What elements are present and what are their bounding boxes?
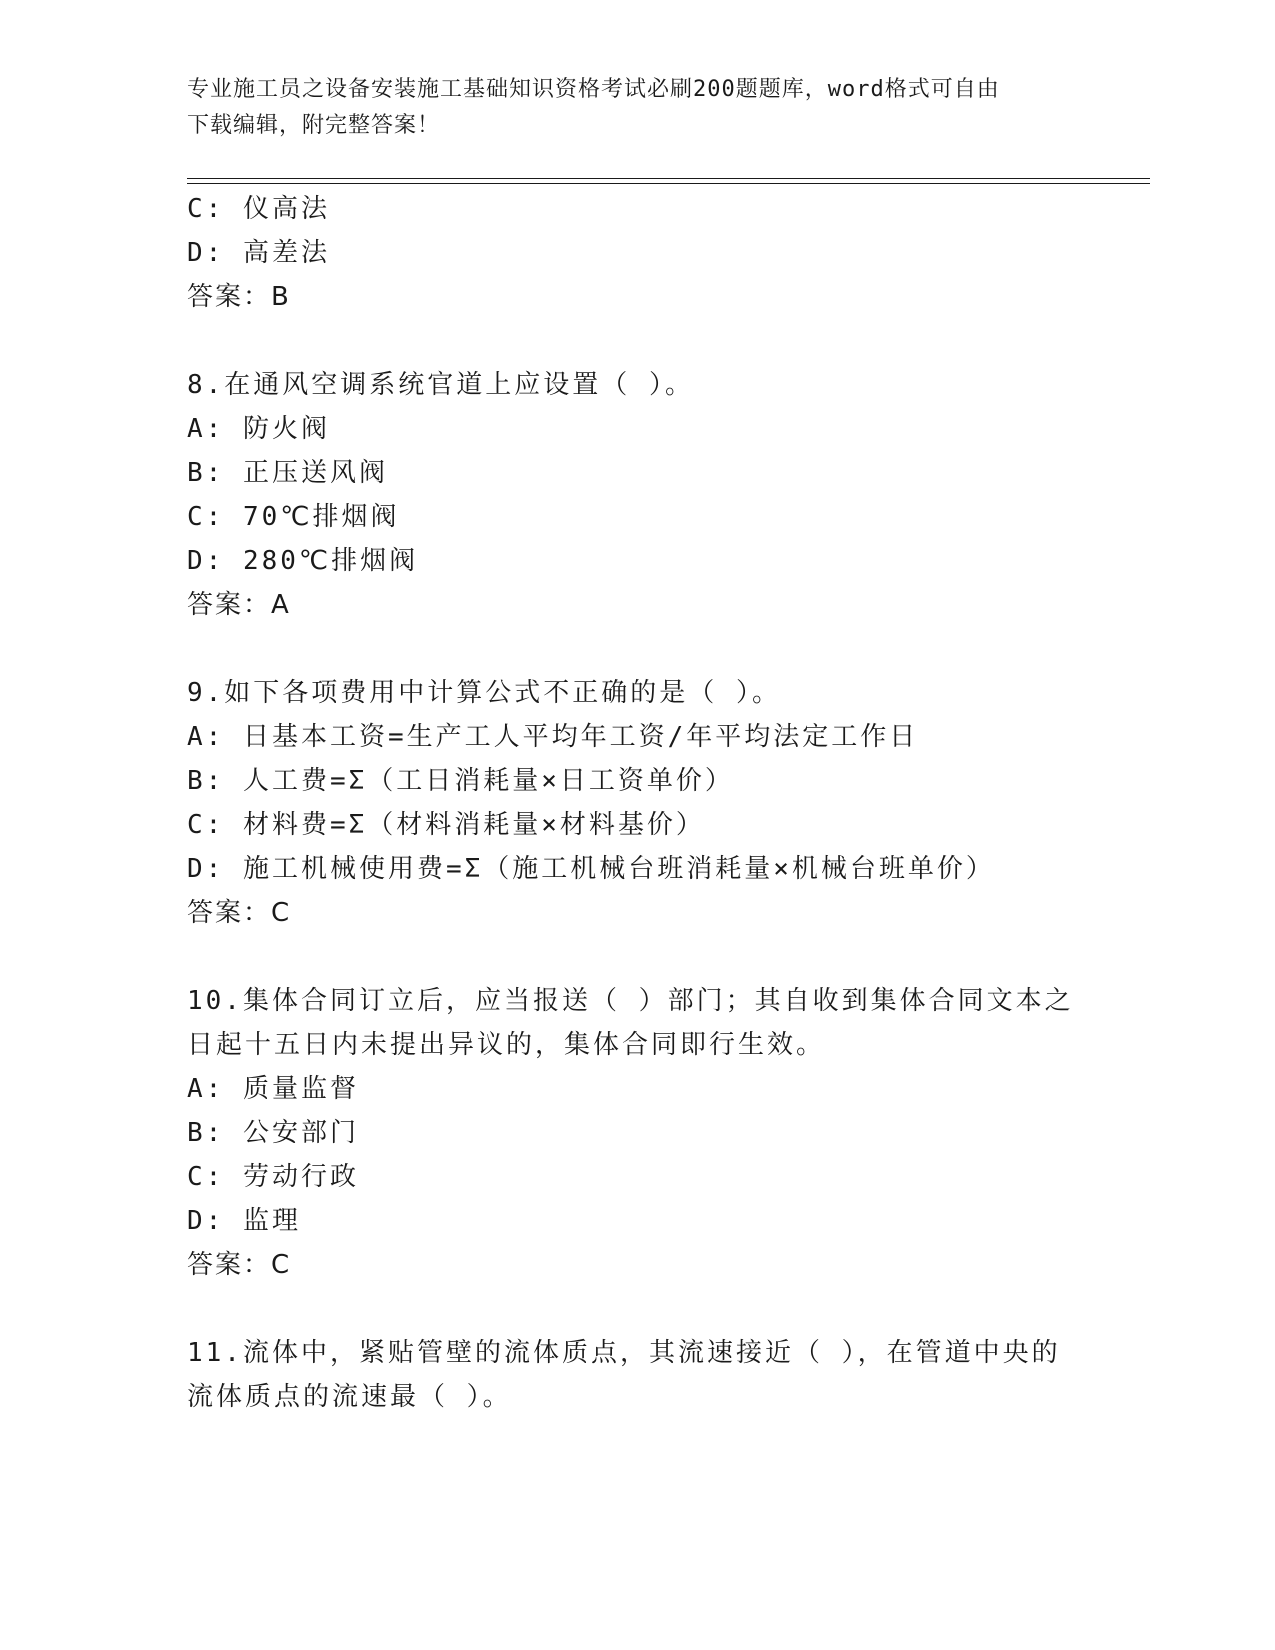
q10-option-d: D: 监理 [187,1206,301,1236]
q9-option-d: D: 施工机械使用费=Σ（施工机械台班消耗量×机械台班单价） [187,854,995,884]
q7-option-c: C: 仪高法 [187,194,330,224]
q11-stem-line-2: 流体质点的流速最（ ）。 [187,1382,512,1412]
q10-stem-line-1: 10.集体合同订立后，应当报送（ ）部门；其自收到集体合同文本之 [187,986,1074,1016]
q11-stem-line-1: 11.流体中，紧贴管壁的流体质点，其流速接近（ ），在管道中央的 [187,1338,1061,1368]
q10-stem-line-2: 日起十五日内未提出异议的，集体合同即行生效。 [187,1030,826,1060]
q7-option-d: D: 高差法 [187,238,330,268]
document-header [187,72,1067,144]
q9-option-a: A: 日基本工资=生产工人平均年工资/年平均法定工作日 [187,722,919,752]
q9-option-c: C: 材料费=Σ（材料消耗量×材料基价） [187,810,705,840]
q8-option-b: B: 正压送风阀 [187,458,388,488]
q10-option-c: C: 劳动行政 [187,1162,359,1192]
q10-option-b: B: 公安部门 [187,1118,359,1148]
q8-stem: 8.在通风空调系统官道上应设置（ ）。 [187,370,694,400]
header-rule-bottom [187,183,1150,184]
q8-answer: 答案：A [187,590,291,620]
q10-option-a: A: 质量监督 [187,1074,359,1104]
q8-option-a: A: 防火阀 [187,414,330,444]
header-line-1: 专业施工员之设备安装施工基础知识资格考试必刷200题题库，word格式可自由 [187,77,1000,102]
q9-option-b: B: 人工费=Σ（工日消耗量×日工资单价） [187,766,734,796]
q9-answer: 答案：C [187,898,292,928]
q7-answer: 答案：B [187,282,291,312]
header-rule-top [187,178,1150,179]
q8-option-d: D: 280℃排烟阀 [187,546,419,576]
header-line-2: 下载编辑，附完整答案！ [187,113,441,138]
q10-answer: 答案：C [187,1250,292,1280]
q8-option-c: C: 70℃排烟阀 [187,502,400,532]
q9-stem: 9.如下各项费用中计算公式不正确的是（ ）。 [187,678,781,708]
